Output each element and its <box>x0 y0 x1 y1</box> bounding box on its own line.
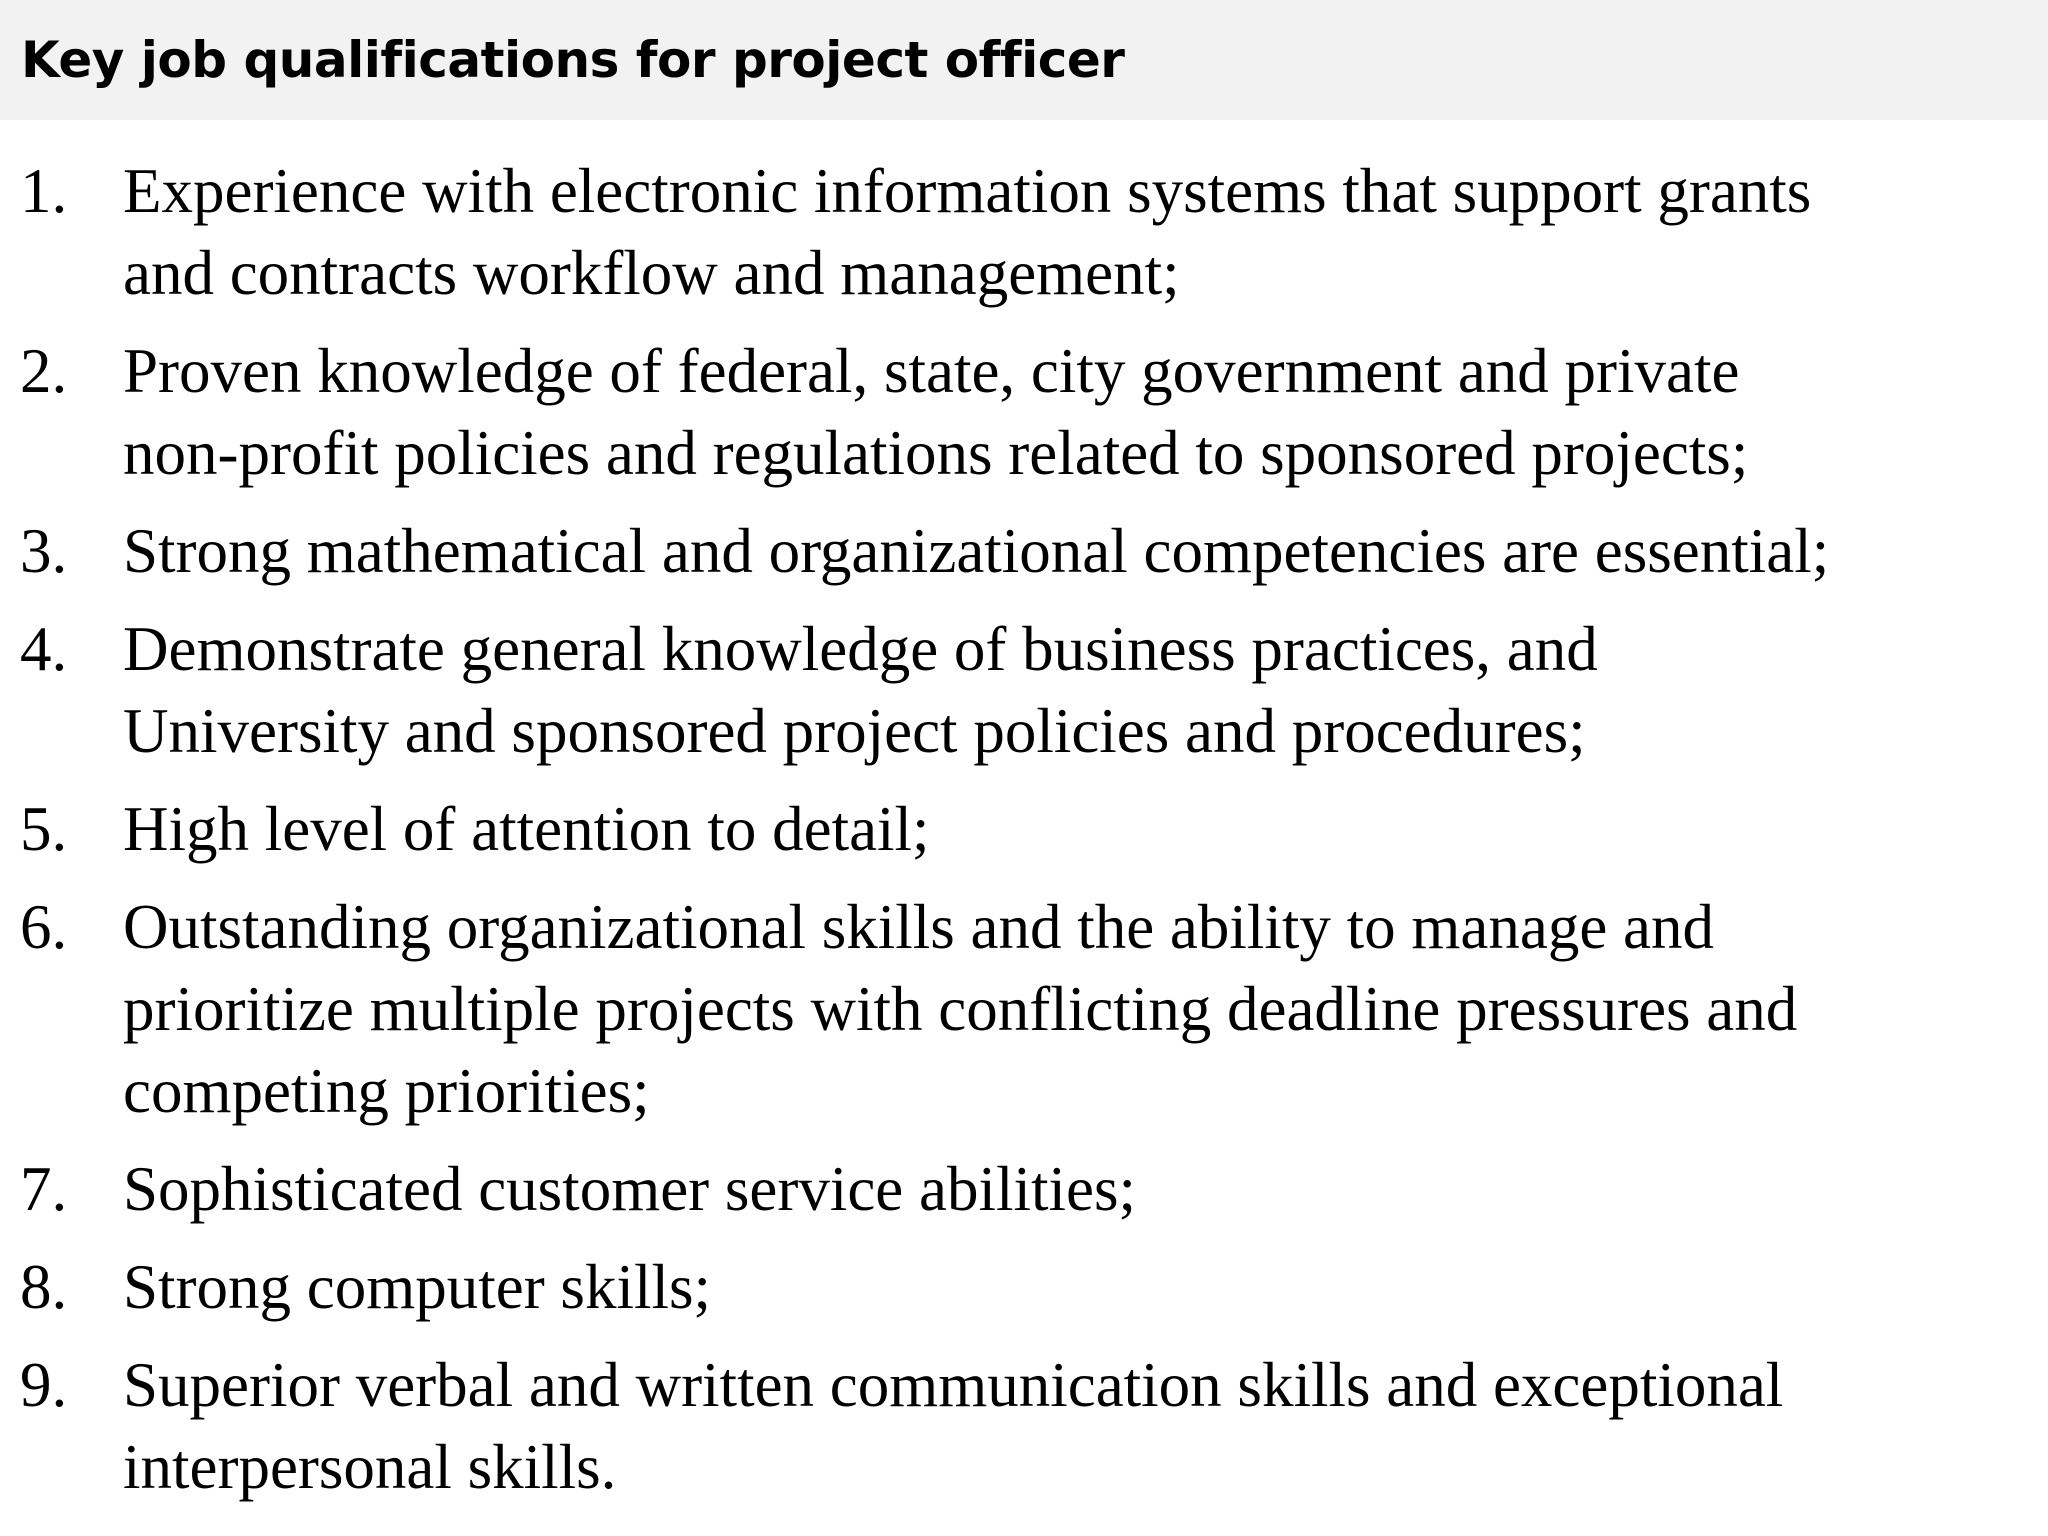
list-item-line: Strong computer skills; <box>123 1252 711 1322</box>
list-item <box>0 510 2048 592</box>
list-item-number: 4. <box>20 614 68 684</box>
list-item-text <box>123 1344 2048 1508</box>
list-item-line: Strong mathematical and organizational competencies are essential; <box>123 516 1830 586</box>
list-item-text <box>123 886 2048 1132</box>
list-item-number: 1. <box>20 156 68 226</box>
list-item-line: Outstanding organizational skills and the ability to manage and <box>123 892 1714 962</box>
list-item-line: Sophisticated customer service abilities; <box>123 1154 1136 1224</box>
list-item <box>0 1246 2048 1328</box>
list-item <box>0 608 2048 772</box>
list-item-line: interpersonal skills. <box>123 1432 617 1502</box>
list-item-text <box>123 788 2048 870</box>
list-item-line: competing priorities; <box>123 1056 650 1126</box>
list-item-text <box>123 330 2048 494</box>
list-item-number: 7. <box>20 1154 68 1224</box>
page-title: Key job qualifications for project officer <box>21 31 1125 89</box>
list-item-number: 6. <box>20 892 68 962</box>
list-item <box>0 330 2048 494</box>
list-item-line: University and sponsored project policies and procedures; <box>123 696 1586 766</box>
list-item-text <box>123 510 2048 592</box>
list-item-line: Demonstrate general knowledge of business practices, and <box>123 614 1598 684</box>
list-item <box>0 1344 2048 1508</box>
list-item <box>0 150 2048 314</box>
list-item-line: prioritize multiple projects with conflicting deadline pressures and <box>123 974 1798 1044</box>
list-item <box>0 1148 2048 1230</box>
list-item-text <box>123 608 2048 772</box>
list-item-line: Experience with electronic information systems that support grants <box>123 156 1812 226</box>
list-item-line: and contracts workflow and management; <box>123 238 1180 308</box>
list-item-line: Proven knowledge of federal, state, city government and private <box>123 336 1740 406</box>
qualifications-list <box>0 150 2048 1524</box>
list-item-line: non-profit policies and regulations related to sponsored projects; <box>123 418 1749 488</box>
list-item <box>0 788 2048 870</box>
list-item-number: 9. <box>20 1350 68 1420</box>
list-item-line: Superior verbal and written communication skills and exceptional <box>123 1350 1784 1420</box>
list-item-text <box>123 1246 2048 1328</box>
list-item-number: 5. <box>20 794 68 864</box>
list-item-number: 8. <box>20 1252 68 1322</box>
list-item-text <box>123 1148 2048 1230</box>
list-item <box>0 886 2048 1132</box>
list-item-line: High level of attention to detail; <box>123 794 930 864</box>
list-item-number: 3. <box>20 516 68 586</box>
list-item-text <box>123 150 2048 314</box>
page-header <box>0 0 2048 120</box>
list-item-number: 2. <box>20 336 68 406</box>
